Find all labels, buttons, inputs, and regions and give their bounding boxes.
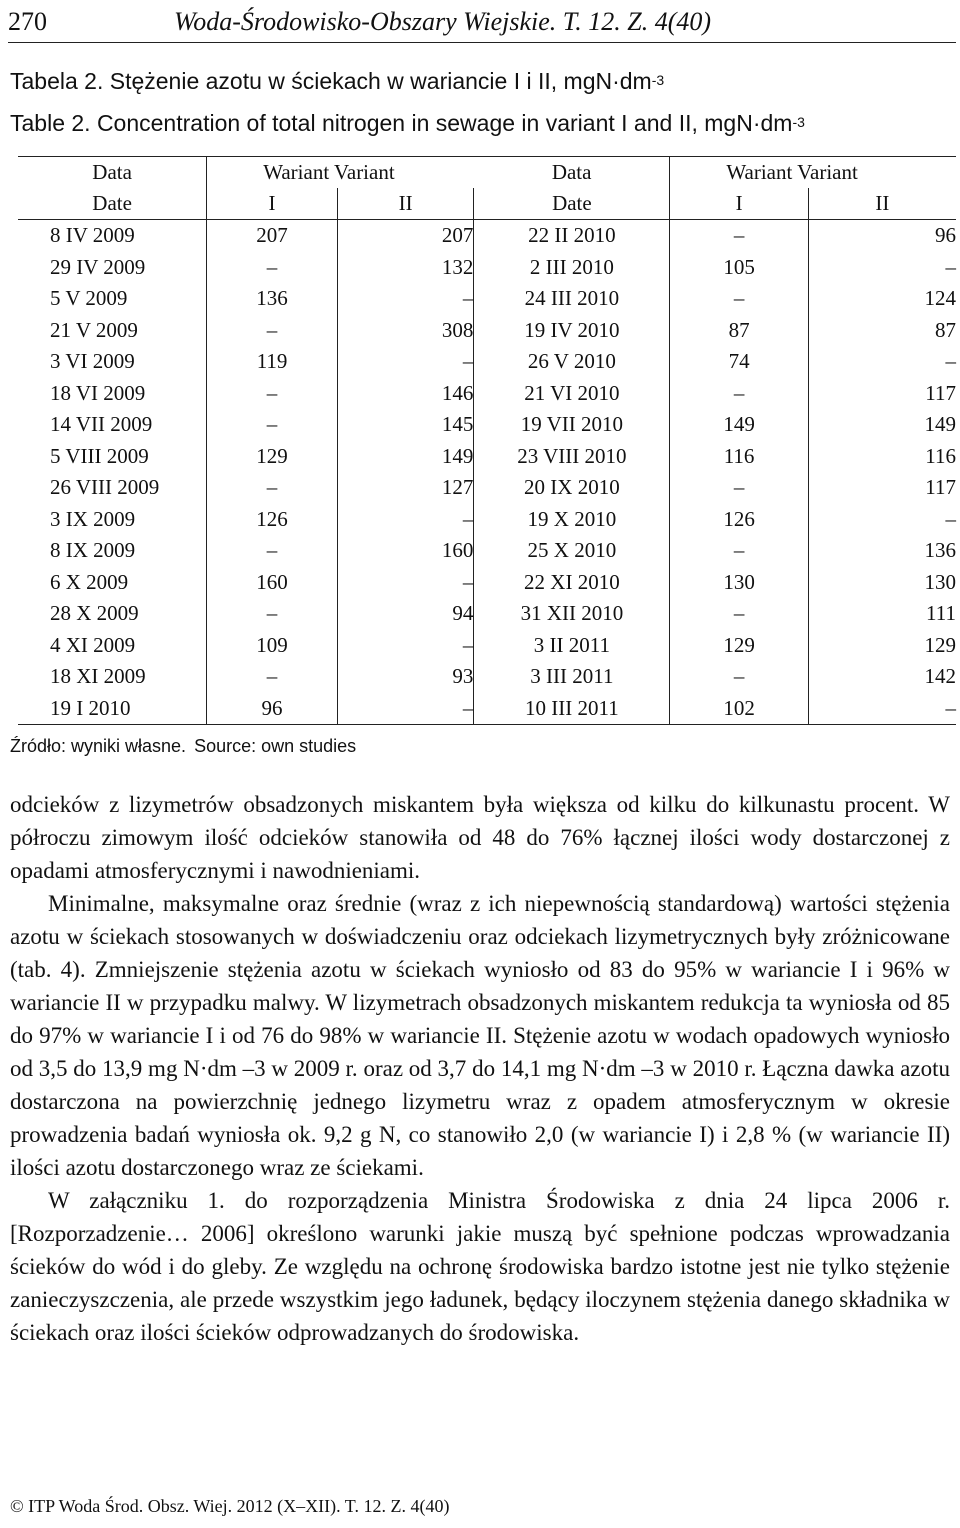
- table-cell-date2: 22 II 2010: [474, 220, 670, 252]
- table-caption-en: [10, 110, 805, 137]
- header-variant-left: Wariant Variant: [207, 157, 474, 189]
- source-en: Source: own studies: [194, 736, 357, 756]
- table-cell-date2: 2 III 2010: [474, 252, 670, 284]
- table-cell-date2: 10 III 2011: [474, 693, 670, 725]
- table-cell-date2: 25 X 2010: [474, 535, 670, 567]
- body-text: [10, 788, 950, 1349]
- table-cell-v1: –: [207, 661, 338, 693]
- table-cell-v4: –: [945, 254, 956, 279]
- table-cell-v3: 102: [670, 693, 808, 725]
- paragraph-1: odcieków z lizymetrów obsadzonych miskantem była większa od kilku do kilkunastu procent. W półroczu zimowym ilość odcieków stanowiła od 48 do 76% łącznej ilości wody dostarczonej z opadami atmosferycznymi i nawodnieniami.: [10, 792, 950, 883]
- table-cell-v4: 116: [925, 443, 956, 468]
- table-cell-v4: 96: [935, 223, 956, 248]
- table-cell-v2: 94: [337, 598, 474, 630]
- table-cell-v2: 127: [337, 472, 474, 504]
- table-cell-v4: –: [808, 693, 956, 725]
- table-cell-v3: 129: [670, 630, 808, 662]
- table-cell-v4: 117: [925, 380, 956, 405]
- table-row: [18, 409, 956, 441]
- table-cell-date1: 14 VII 2009: [18, 409, 207, 441]
- table-cell-date1: 18 VI 2009: [18, 378, 207, 410]
- header-variant-1-right: I: [670, 188, 808, 220]
- journal-title: Woda-Środowisko-Obszary Wiejskie. T. 12. Z. 4(40): [174, 7, 712, 36]
- table-cell-v3: –: [670, 661, 808, 693]
- table-cell-v3: 126: [670, 504, 808, 536]
- table-row: [18, 504, 956, 536]
- table-cell-v3: –: [670, 598, 808, 630]
- header-variant-2-right: II: [808, 188, 956, 220]
- table-row: [18, 693, 956, 725]
- source-pl: Źródło: wyniki własne.: [10, 736, 187, 756]
- table-cell-v1: 129: [207, 441, 338, 473]
- table-cell-v1: 207: [207, 220, 338, 252]
- table-cell-v1: –: [207, 409, 338, 441]
- page-number: 270: [8, 7, 47, 36]
- table-row: [18, 441, 956, 473]
- table-cell-date2: 19 X 2010: [474, 504, 670, 536]
- table-cell-v3: 130: [670, 567, 808, 599]
- table-cell-v4: 130: [924, 569, 956, 594]
- table-cell-v3: –: [670, 220, 808, 252]
- table-cell-date2: 31 XII 2010: [474, 598, 670, 630]
- table-cell-v4: –: [945, 349, 956, 374]
- table-caption-pl: [10, 68, 664, 95]
- table-row: [18, 472, 956, 504]
- table-cell-date1: 4 XI 2009: [18, 630, 207, 662]
- page-footer: © ITP Woda Środ. Obsz. Wiej. 2012 (X–XII). T. 12. Z. 4(40): [10, 1496, 450, 1516]
- table-cell-date2: 26 V 2010: [474, 346, 670, 378]
- table-cell-date1: 3 VI 2009: [18, 346, 207, 378]
- page-header: [8, 2, 956, 43]
- header-date-en-left: Date: [18, 188, 207, 220]
- table-cell-v1: –: [207, 252, 338, 284]
- table-cell-date1: 5 V 2009: [18, 283, 207, 315]
- table-cell-date2: 20 IX 2010: [474, 472, 670, 504]
- table-cell-v3: –: [670, 535, 808, 567]
- table-cell-v1: –: [207, 598, 338, 630]
- table-cell-date2: 24 III 2010: [474, 283, 670, 315]
- table-cell-v2: 308: [337, 315, 474, 347]
- table-cell-v1: –: [207, 535, 338, 567]
- table-cell-v4: 124: [924, 286, 956, 311]
- table-source: [10, 736, 356, 757]
- table-cell-date1: 6 X 2009: [18, 567, 207, 599]
- table-cell-date2: 19 IV 2010: [474, 315, 670, 347]
- table-cell-date1: 18 XI 2009: [18, 661, 207, 693]
- table-cell-v3: –: [670, 283, 808, 315]
- table-cell-v2: 160: [337, 535, 474, 567]
- table-row: [18, 283, 956, 315]
- table-cell-v2: 146: [337, 378, 474, 410]
- header-variant-1-left: I: [207, 188, 338, 220]
- table-row: [18, 252, 956, 284]
- caption-pl-text: Tabela 2. Stężenie azotu w ściekach w wariancie I i II, mgN·dm: [10, 68, 652, 94]
- table-cell-v2: –: [337, 567, 474, 599]
- header-variant-2-left: II: [337, 188, 474, 220]
- table-cell-v4: 136: [924, 538, 956, 563]
- caption-en-sup: -3: [792, 114, 805, 130]
- table-cell-v4: 149: [924, 412, 956, 437]
- table-cell-v1: 136: [207, 283, 338, 315]
- table-cell-v3: –: [670, 472, 808, 504]
- header-variant-right: Wariant Variant: [670, 157, 956, 189]
- table-cell-v2: 132: [337, 252, 474, 284]
- table-cell-v1: 160: [207, 567, 338, 599]
- table-cell-date2: 19 VII 2010: [474, 409, 670, 441]
- table-row: [18, 346, 956, 378]
- table-header-row-2: [18, 188, 956, 220]
- table-cell-date1: 3 IX 2009: [18, 504, 207, 536]
- table-cell-v3: –: [670, 378, 808, 410]
- table-cell-v1: –: [207, 315, 338, 347]
- table-row: [18, 535, 956, 567]
- table-cell-v1: 119: [207, 346, 338, 378]
- table-cell-v1: –: [207, 378, 338, 410]
- table-cell-v3: 105: [670, 252, 808, 284]
- table-cell-v3: 74: [670, 346, 808, 378]
- paragraph-2: Minimalne, maksymalne oraz średnie (wraz z ich niepewnością standardową) wartości stężenia azotu w ściekach stosowanych w doświadczeniu oraz odciekach lizymetrycznych były zróżnicowane (tab. 4). Zmniejszenie stężenia azotu w ściekach wyniosło od 83 do 95% w wariancie I i 96% w wariancie II w przypadku malwy. W lizymetrach obsadzonych miskantem redukcja ta wyniosła od 85 do 97% w wariancie I i od 76 do 98% w wariancie II. Stężenie azotu w wodach opadowych wyniosło od 3,5 do 13,9 mg N·dm –3 w 2009 r. oraz od 3,7 do 14,1 mg N·dm –3 w 2010 r. Łączna dawka azotu dostarczona na powierzchnię jednego lizymetru wraz z opadem atmosferycznym w okresie prowadzenia badań wyniosła ok. 9,2 g N, co stanowiło 2,0 (w wariancie I) i 2,8 % (w wariancie II) ilości azotu dostarczonego wraz ze ściekami.: [10, 891, 950, 1180]
- table-cell-v2: 93: [337, 661, 474, 693]
- table-cell-v2: 207: [337, 220, 474, 252]
- table-cell-v4: –: [945, 506, 956, 531]
- table-cell-date2: 3 II 2011: [474, 630, 670, 662]
- table-cell-v2: –: [337, 346, 474, 378]
- table-cell-date1: 5 VIII 2009: [18, 441, 207, 473]
- paragraph-3: W załączniku 1. do rozporządzenia Ministra Środowiska z dnia 24 lipca 2006 r. [Rozporzadzenie… 2006] określono warunki jakie muszą być spełnione podczas wprowadzania ścieków do wód i do gleby. Ze względu na ochronę środowiska bardzo istotne jest nie tylko stężenie zanieczyszczenia, ale przede wszystkim jego ładunek, będący iloczynem stężenia danego składnika w ściekach oraz ilości ścieków odprowadzanych do środowiska.: [10, 1188, 950, 1345]
- table-cell-v3: 149: [670, 409, 808, 441]
- table-cell-v1: 96: [207, 693, 338, 725]
- header-date-pl-left: Data: [18, 157, 207, 189]
- table-row: [18, 220, 956, 252]
- table-row: [18, 315, 956, 347]
- table-cell-date1: 29 IV 2009: [18, 252, 207, 284]
- table-cell-v2: –: [337, 504, 474, 536]
- table-cell-date2: 21 VI 2010: [474, 378, 670, 410]
- table-cell-date1: 21 V 2009: [18, 315, 207, 347]
- nitrogen-table: [18, 156, 956, 725]
- table-cell-v1: 109: [207, 630, 338, 662]
- table-cell-v2: –: [337, 283, 474, 315]
- table-cell-date2: 22 XI 2010: [474, 567, 670, 599]
- table-cell-v4: 142: [924, 664, 956, 689]
- table-cell-date1: 8 IX 2009: [18, 535, 207, 567]
- caption-en-text: Table 2. Concentration of total nitrogen in sewage in variant I and II, mgN·dm: [10, 110, 793, 136]
- table-row: [18, 661, 956, 693]
- caption-pl-sup: -3: [651, 72, 665, 88]
- table-cell-v2: 149: [337, 441, 474, 473]
- table-cell-date1: 26 VIII 2009: [18, 472, 207, 504]
- table-cell-v1: –: [207, 472, 338, 504]
- table-cell-v4: 87: [935, 317, 956, 342]
- table-cell-v4: 117: [925, 475, 956, 500]
- table-row: [18, 378, 956, 410]
- table-header-row-1: [18, 157, 956, 189]
- table-row: [18, 598, 956, 630]
- table-row: [18, 630, 956, 662]
- table-cell-date1: 8 IV 2009: [18, 220, 207, 252]
- table-cell-v2: 145: [337, 409, 474, 441]
- table-cell-v4: 111: [926, 601, 956, 626]
- table-cell-v2: –: [337, 693, 474, 725]
- table-cell-date1: 28 X 2009: [18, 598, 207, 630]
- table-row: [18, 567, 956, 599]
- table-cell-date2: 3 III 2011: [474, 661, 670, 693]
- table-cell-v3: 116: [670, 441, 808, 473]
- table-cell-date2: 23 VIII 2010: [474, 441, 670, 473]
- header-date-en-right: Date: [474, 188, 670, 220]
- table-cell-v4: 129: [924, 632, 956, 657]
- header-date-pl-right: Data: [474, 157, 670, 189]
- table-cell-v2: –: [337, 630, 474, 662]
- table-cell-date1: 19 I 2010: [18, 693, 207, 725]
- table-cell-v3: 87: [670, 315, 808, 347]
- table-cell-v1: 126: [207, 504, 338, 536]
